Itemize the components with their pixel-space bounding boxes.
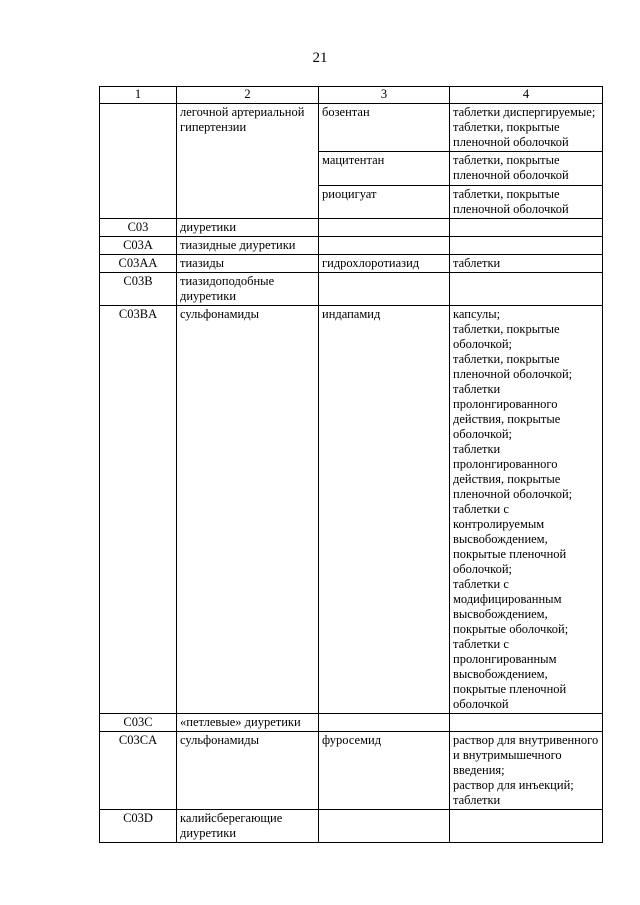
drug-cell (319, 810, 450, 843)
forms-cell (450, 255, 603, 273)
column-header: 3 (319, 87, 450, 104)
drug-cell (319, 219, 450, 237)
code-cell: C03D (100, 810, 177, 843)
forms-cell (450, 306, 603, 714)
drug-cell (319, 714, 450, 732)
form-line: таблетки, покрытые пленочной оболочкой (453, 186, 569, 216)
table-row (100, 273, 603, 306)
column-header: 4 (450, 87, 603, 104)
code-cell: C03AA (100, 255, 177, 273)
forms-cell (450, 185, 603, 218)
form-line: капсулы; (453, 307, 501, 321)
page-number: 21 (312, 50, 328, 66)
forms-cell (450, 104, 603, 152)
table-header-row (100, 87, 603, 104)
form-line: таблетки пролонгированного действия, покрытые пленочной оболочкой; (453, 442, 573, 501)
form-line: таблетки (453, 256, 501, 270)
table-row (100, 732, 603, 810)
code-cell: C03B (100, 273, 177, 306)
code-cell: C03A (100, 237, 177, 255)
group-cell: тиазиды (177, 255, 319, 273)
form-line: таблетки, покрытые пленочной оболочкой (453, 153, 569, 183)
table-row (100, 306, 603, 714)
drug-cell (319, 273, 450, 306)
form-line: таблетки, покрытые пленочной оболочкой (453, 120, 569, 149)
drug-cell: гидрохлоротиазид (319, 255, 450, 273)
group-cell: сульфонамиды (177, 306, 319, 714)
code-cell: C03C (100, 714, 177, 732)
drug-cell (319, 237, 450, 255)
column-header: 1 (100, 87, 177, 104)
drug-cell: риоцигуат (319, 185, 450, 218)
form-line: раствор для инъекций; (453, 778, 574, 792)
drug-table (99, 86, 603, 843)
form-line: таблетки, покрытые пленочной оболочкой; (453, 352, 573, 381)
form-line: таблетки пролонгированного действия, покрытые оболочкой; (453, 382, 561, 441)
drug-cell: фуросемид (319, 732, 450, 810)
drug-cell: мацитентан (319, 152, 450, 185)
group-cell: калийсберегающие диуретики (177, 810, 319, 843)
table-row (100, 255, 603, 273)
code-cell: C03 (100, 219, 177, 237)
form-line: таблетки, покрытые оболочкой; (453, 322, 560, 351)
group-cell: тиазидные диуретики (177, 237, 319, 255)
group-cell: сульфонамиды (177, 732, 319, 810)
table-row (100, 219, 603, 237)
table-row (100, 104, 603, 152)
group-cell: диуретики (177, 219, 319, 237)
form-line: таблетки с модифицированным высвобождением, покрытые оболочкой; (453, 577, 569, 636)
group-cell: легочной артериальной гипертензии (177, 104, 319, 219)
code-cell (100, 104, 177, 219)
group-cell: «петлевые» диуретики (177, 714, 319, 732)
forms-cell (450, 714, 603, 732)
forms-cell (450, 273, 603, 306)
form-line: таблетки с пролонгированным высвобождением, покрытые пленочной оболочкой (453, 637, 567, 711)
forms-cell (450, 219, 603, 237)
code-cell: C03CA (100, 732, 177, 810)
table-row (100, 237, 603, 255)
form-line: таблетки диспергируемые; (453, 105, 596, 119)
drug-cell: бозентан (319, 104, 450, 152)
form-line: таблетки (453, 793, 501, 807)
forms-cell (450, 810, 603, 843)
group-cell: тиазидоподобные диуретики (177, 273, 319, 306)
drug-cell: индапамид (319, 306, 450, 714)
forms-cell (450, 237, 603, 255)
form-line: таблетки с контролируемым высвобождением, покрытые пленочной оболочкой; (453, 502, 567, 576)
column-header: 2 (177, 87, 319, 104)
forms-cell (450, 152, 603, 185)
code-cell: C03BA (100, 306, 177, 714)
table-row (100, 714, 603, 732)
table-row (100, 810, 603, 843)
form-line: раствор для внутривенного и внутримышечного введения; (453, 733, 599, 777)
forms-cell (450, 732, 603, 810)
